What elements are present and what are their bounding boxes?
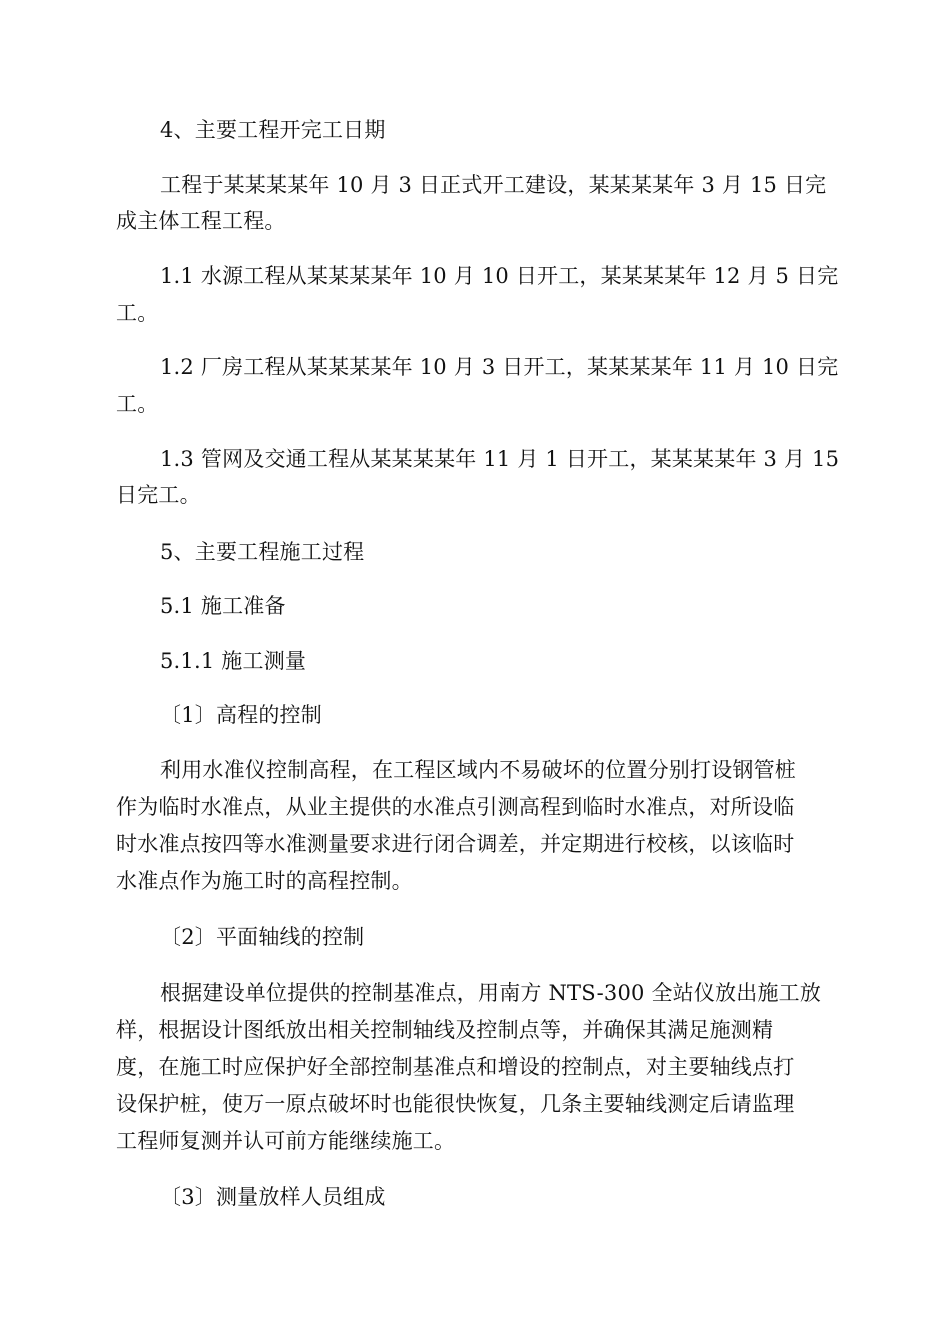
section-heading-5: 5、主要工程施工过程 xyxy=(160,540,365,564)
elevation-paragraph-line-1: 利用水准仪控制高程，在工程区域内不易破坏的位置分别打设钢管桩 xyxy=(160,758,796,782)
paragraph-start-dates-line-1: 工程于某某某某年 10 月 3 日正式开工建设，某某某某年 3 月 15 日完 xyxy=(160,173,827,197)
item-1-2-line-1: 1.2 厂房工程从某某某某年 10 月 3 日开工，某某某某年 11 月 10 日完 xyxy=(160,355,839,379)
section-heading-5-1-1: 5.1.1 施工测量 xyxy=(160,649,307,673)
subsection-title-axis-control: 〔2〕平面轴线的控制 xyxy=(160,925,365,949)
paragraph-start-dates-line-2: 成主体工程工程。 xyxy=(116,209,286,233)
item-1-1-line-1: 1.1 水源工程从某某某某年 10 月 10 日开工，某某某某年 12 月 5 日完 xyxy=(160,264,839,288)
section-heading-4: 4、主要工程开完工日期 xyxy=(160,118,386,142)
section-heading-5-1: 5.1 施工准备 xyxy=(160,594,286,618)
elevation-paragraph-line-4: 水准点作为施工时的高程控制。 xyxy=(116,869,413,893)
axis-paragraph-line-3: 度，在施工时应保护好全部控制基准点和增设的控制点，对主要轴线点打 xyxy=(116,1055,795,1079)
axis-paragraph-line-1: 根据建设单位提供的控制基准点，用南方 NTS-300 全站仪放出施工放 xyxy=(160,981,822,1005)
item-1-1-line-2: 工。 xyxy=(116,301,159,325)
axis-paragraph-line-4: 设保护桩，使万一原点破坏时也能很快恢复，几条主要轴线测定后请监理 xyxy=(116,1092,795,1116)
subsection-title-elevation-control: 〔1〕高程的控制 xyxy=(160,703,322,727)
item-1-2-line-2: 工。 xyxy=(116,392,159,416)
item-1-3-line-2: 日完工。 xyxy=(116,483,201,507)
item-1-3-line-1: 1.3 管网及交通工程从某某某某年 11 月 1 日开工，某某某某年 3 月 15 xyxy=(160,447,840,471)
elevation-paragraph-line-2: 作为临时水准点，从业主提供的水准点引测高程到临时水准点，对所设临 xyxy=(116,795,795,819)
axis-paragraph-line-5: 工程师复测并认可前方能继续施工。 xyxy=(116,1129,456,1153)
axis-paragraph-line-2: 样，根据设计图纸放出相关控制轴线及控制点等，并确保其满足施测精 xyxy=(116,1018,774,1042)
elevation-paragraph-line-3: 时水准点按四等水准测量要求进行闭合调差，并定期进行校核，以该临时 xyxy=(116,832,795,856)
subsection-title-survey-staff: 〔3〕测量放样人员组成 xyxy=(160,1185,386,1209)
